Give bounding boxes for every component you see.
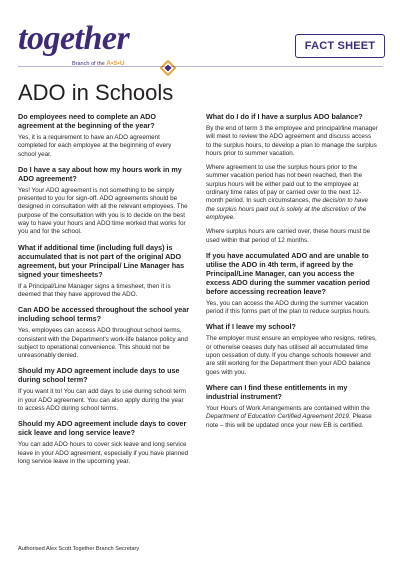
right-column — [206, 112, 378, 436]
question-heading: Should my ADO agreement include days to use during school term? — [18, 366, 180, 385]
page-header — [0, 0, 400, 80]
question-heading: What if I leave my school? — [206, 322, 296, 332]
logo-wordmark: together — [18, 20, 130, 57]
question-heading: If you have accumulated ADO and are unable to utilise the ADO in 4th term, if agreed by the Principal/Line Manager, can you access the excess ADO during the summer vacation period before accessing recreation leave? — [206, 250, 370, 296]
header-divider — [18, 66, 383, 67]
authorisation-footer: Authorised Alex Scott Together Branch Secretary — [18, 546, 140, 552]
answer-text: Your Hours of Work Arrangements are contained within the — [206, 404, 370, 412]
question-heading: Do I have a say about how my hours work in my ADO agreement? — [18, 164, 182, 183]
question-heading: Should my ADO agreement include days to cover sick leave and long service leave? — [18, 419, 187, 438]
answer-text: Where agreement to use the surplus hours prior to the summer vacation period has not been reached, then the surplus hours will be either paid out to the employee at ordinary time rates of pay or carried over to the next 12-month period. In such circumstances, — [206, 164, 363, 205]
agreement-title: Department of Education Certified Agreement 2019. — [206, 413, 351, 421]
question-heading: What do I do if I have a surplus ADO balance? — [206, 112, 363, 121]
question-heading: Can ADO be accessed throughout the school year including school terms? — [18, 305, 190, 324]
answer-paragraph: Yes! Your ADO agreement is not something to be simply presented to you for sign-off. ADO agreements should be designed in consultation with all the relevant employees. The purpose of the consultation with you is to decide on the best way to have your hours and ADO time worked that works for you and for the school. — [18, 186, 188, 236]
answer-paragraph: Yes, it is a requirement to have an ADO agreement completed for each employee at the beginning of every school year. — [18, 134, 172, 158]
answer-paragraph: Yes, employees can access ADO throughout school terms, consistent with the Department's work-life balance policy and subject to operational convenience. This should not be unreasonably denied. — [18, 327, 188, 360]
answer-paragraph: If a Principal/Line Manager signs a timesheet, then it is deemed that they have approved the ADO. — [18, 282, 171, 298]
answer-paragraph: Yes, you can access the ADO during the summer vacation period if this forms part of the plan to reduce surplus hours. — [206, 299, 371, 316]
question-heading: What if additional time (including full days) is accumulated that is not part of the original ADO agreement, but your Principal/ Line Manager has signed your timesheets? — [18, 242, 185, 279]
question-heading: Where can I find these entitlements in my industrial instrument? — [206, 382, 348, 401]
answer-paragraph: The employer must ensure an employee who resigns, retires, or otherwise ceases duty has utilised all accumulated time upon cessation of duty. If you change schools however and are still working for the Department then your ADO balance goes with you. — [206, 335, 377, 376]
together-logo — [18, 20, 130, 67]
answer-paragraph: By the end of term 3 the employee and principal/line manager will meet to review the ADO agreement and discuss access to the surplus hours, to develop a plan to manage the surplus hours prior to summer vacation. — [206, 125, 378, 157]
left-column — [18, 112, 190, 472]
answer-paragraph — [206, 405, 378, 430]
question-heading: Do employees need to complete an ADO agreement at the beginning of the year? — [18, 112, 156, 130]
answer-text: Please note – this will be updated once your new EB is certified. — [206, 413, 372, 429]
logo-sub-brand: A•S•U — [106, 60, 125, 67]
logo-sub-prefix: Branch of the — [72, 61, 105, 67]
logo-diamond-icon — [160, 60, 176, 76]
answer-italic-text: the decision to have the surplus hours paid out is solely at the discretion of the employee. — [206, 197, 369, 221]
fact-sheet-badge: FACT SHEET — [295, 34, 385, 58]
answer-paragraph: You can add ADO hours to cover sick leave and long service leave in your ADO agreement, especially if you have planned long service leave in the upcoming year. — [18, 441, 189, 465]
answer-paragraph: If you want it to! You can add days to use during school term in your ADO agreement. You can also apply during the year to access ADO during school terms. — [18, 388, 187, 413]
answer-paragraph: Where surplus hours are carried over, these hours must be used within that period of 12 months. — [206, 228, 371, 244]
answer-paragraph — [206, 164, 378, 222]
page-title: ADO in Schools — [18, 80, 174, 105]
